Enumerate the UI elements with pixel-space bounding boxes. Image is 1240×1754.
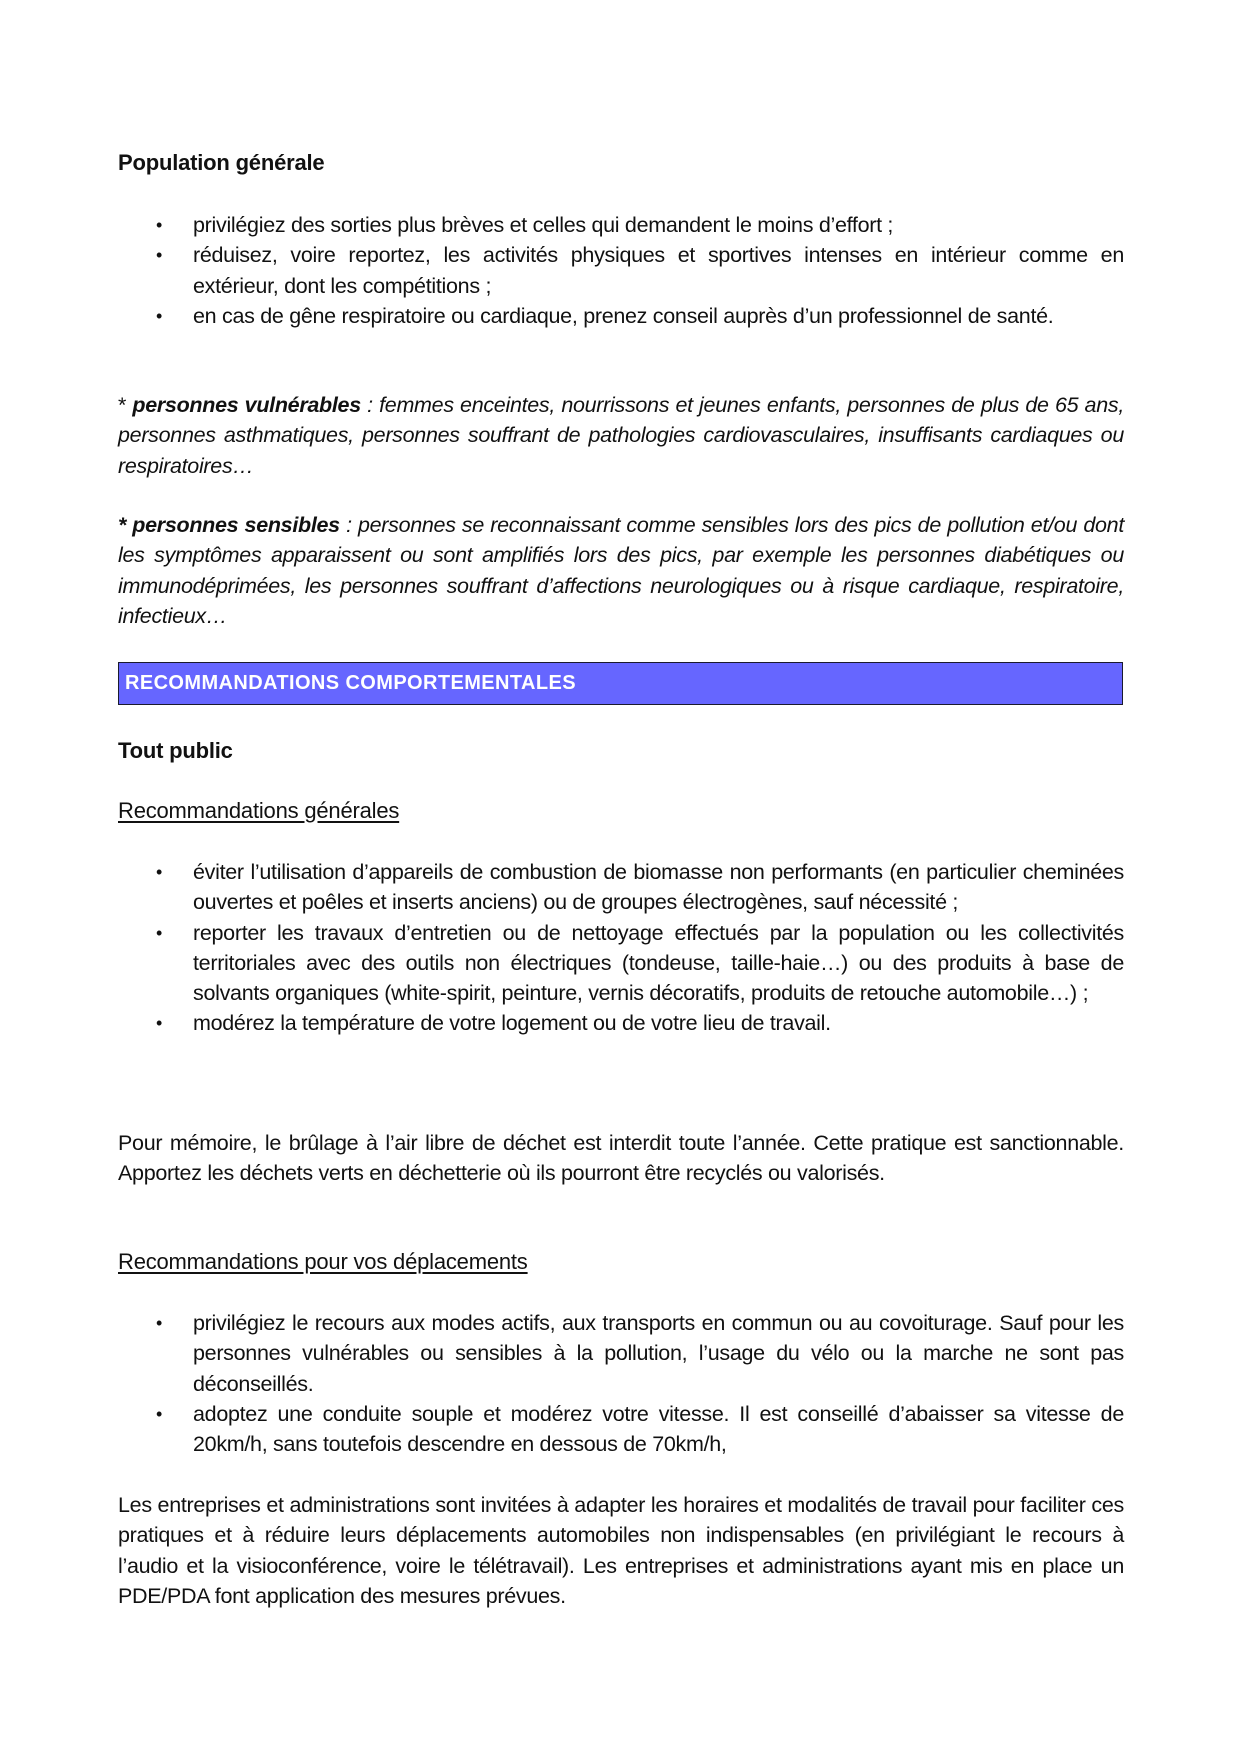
bullet-icon: • (156, 215, 163, 235)
bullet-icon: • (156, 922, 163, 943)
section-banner-recommandations-comportementales (118, 662, 1123, 705)
list-item: • privilégiez des sorties plus brèves et celles qui demandent le moins d’effort ; (118, 210, 1124, 240)
list-item: • éviter l’utilisation d’appareils de combustion de biomasse non performants (en particulier cheminées ouvertes et poêles et inserts anciens) ou de groupes électrogènes, sauf nécessité ; (118, 857, 1124, 918)
list-item: • réduisez, voire reportez, les activités physiques et sportives intenses en intérieur comme en extérieur, dont les compétitions ; (118, 240, 1124, 301)
list-item: • en cas de gêne respiratoire ou cardiaque, prenez conseil auprès d’un professionnel de santé. (118, 301, 1124, 331)
entreprises-paragraph: Les entreprises et administrations sont invitées à adapter les horaires et modalités de travail pour faciliter ces pratiques et à réduire leurs déplacements automobiles non indispensables (en privilégiant le recours à l’audio et la visioconférence, voire le télétravail). Les entreprises et administrations ayant mis en place un PDE/PDA font application des mesures prévues. (118, 1493, 1124, 1608)
definition-term: personnes vulnérables (132, 393, 361, 417)
definition-personnes-sensibles: * personnes sensibles : personnes se reconnaissant comme sensibles lors des pics de pollution et/ou dont les symptômes apparaissent ou sont amplifiés lors des pics, par exemple les personnes diabétiques ou immunodéprimées, les personnes souffrant d’affections neurologiques ou à risque cardiaque, respiratoire, infectieux… (118, 513, 1124, 628)
bullet-icon: • (156, 305, 163, 326)
list-item: • modérez la température de votre logement ou de votre lieu de travail. (118, 1008, 1124, 1038)
memo-brulage-paragraph: Pour mémoire, le brûlage à l’air libre de déchet est interdit toute l’année. Cette pratique est sanctionnable. Apportez les déchets verts en déchetterie où ils pourront être recyclés ou valorisés. (118, 1131, 1124, 1186)
definition-personnes-vulnerables: * personnes vulnérables : femmes enceintes, nourrissons et jeunes enfants, personnes de plus de 65 ans, personnes asthmatiques, personnes souffrant de pathologies cardiovasculaires, insuffisants cardiaques ou respiratoires… (118, 393, 1124, 478)
bullet-icon: • (156, 245, 163, 266)
recommandations-generales-list (118, 857, 1124, 1039)
subsection-title-recommandations-deplacements: Recommandations pour vos déplacements (118, 1249, 528, 1274)
definition-term: * personnes sensibles (118, 513, 340, 537)
section-title-population-generale: Population générale (118, 150, 325, 175)
banner-label: RECOMMANDATIONS COMPORTEMENTALES (125, 672, 576, 694)
bullet-icon: • (156, 862, 163, 882)
bullet-icon: • (156, 1313, 163, 1333)
bullet-icon: • (156, 1403, 163, 1424)
recommandations-deplacements-list (118, 1308, 1124, 1459)
population-generale-list (118, 210, 1124, 331)
list-item: • privilégiez le recours aux modes actifs, aux transports en commun ou au covoiturage. Sauf pour les personnes vulnérables ou sensibles à la pollution, l’usage du vélo ou la marche ne sont pas déconseillés. (118, 1308, 1124, 1399)
section-title-tout-public: Tout public (118, 738, 233, 763)
subsection-title-recommandations-generales: Recommandations générales (118, 798, 400, 823)
bullet-icon: • (156, 1013, 163, 1034)
list-item: • reporter les travaux d’entretien ou de nettoyage effectués par la population ou les collectivités territoriales avec des outils non électriques (tondeuse, taille-haie…) ou des produits à base de solvants organiques (white-spirit, peinture, vernis décoratifs, produits de retouche automobile…) ; (118, 918, 1124, 1009)
list-item: • adoptez une conduite souple et modérez votre vitesse. Il est conseillé d’abaisser sa vitesse de 20km/h, sans toutefois descendre en dessous de 70km/h, (118, 1399, 1124, 1460)
